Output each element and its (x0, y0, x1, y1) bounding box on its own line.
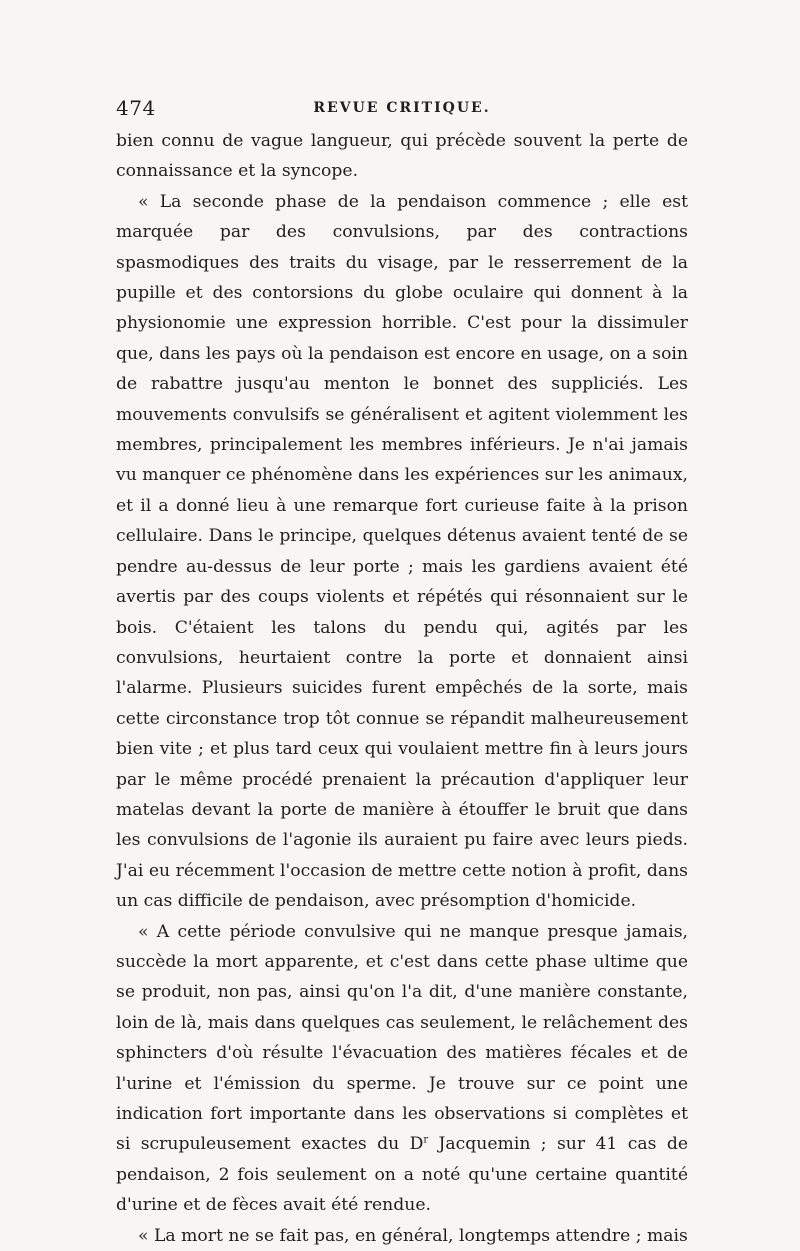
doctor-abbrev-sup: r (423, 1134, 429, 1146)
page-number: 474 (116, 96, 156, 120)
paragraph-2: « La seconde phase de la pendaison commence ; elle est marquée par des convulsions, par des contractions spasmodiques des traits du visage, par le resserrement de la pupille et des contorsions du globe oculaire qui donnent à la physionomie une expression horrible. C'est pour la dissimuler que, dans les pays où la pendaison est encore en usage, on a soin de rabattre jusqu'au menton le bonnet des suppliciés. Les mouvements convulsifs se généralisent et agitent violemment les membres, principalement les membres inférieurs. Je n'ai jamais vu manquer ce phénomène dans les expériences sur les animaux, et il a donné lieu à une remarque fort curieuse faite à la prison cellulaire. Dans le principe, quelques détenus avaient tenté de se pendre au-dessus de leur porte ; mais les gardiens avaient été avertis par des coups violents et répétés qui résonnaient sur le bois. C'étaient les talons du pendu qui, agités par les convulsions, heurtaient contre la porte et donnaient ainsi l'alarme. Plusieurs suicides furent empêchés de la sorte, mais cette circonstance trop tôt connue se répandit malheureusement bien vite ; et plus tard ceux qui voulaient mettre fin à leurs jours par le même procédé prenaient la précaution d'appliquer leur matelas devant la porte de manière à étouffer le bruit que dans les convulsions de l'agonie ils auraient pu faire avec leurs pieds. J'ai eu récemment l'occasion de mettre cette notion à profit, dans un cas difficile de pendaison, avec présomption d'homicide. (116, 191, 688, 912)
book-page (116, 92, 688, 1251)
running-title: REVUE CRITIQUE. (313, 100, 491, 116)
page-header (116, 92, 688, 126)
paragraph-3 (116, 917, 688, 1221)
paragraph-1: bien connu de vague langueur, qui précède souvent la perte de connaissance et la syncope. (116, 131, 688, 182)
paragraph-3-text: « A cette période convulsive qui ne manque presque jamais, succède la mort apparente, et c'est dans cette phase ultime que se produit, non pas, ainsi qu'on l'a dit, d'une manière constante, loin de là, mais dans quelques cas seulement, le relâchement des sphincters d'où résulte l'évacuation des matières fécales et de l'urine et l'émission du sperme. Je trouve sur ce point une indication fort importante dans les observations si complètes et si scrupuleusement exactes du D (116, 921, 688, 1155)
paragraph-3-tail: Jacquemin ; sur 41 cas de pendaison, 2 fois seulement on a noté qu'une certaine quantité d'urine et de fèces avait été rendue. (116, 1134, 688, 1216)
page-body (116, 126, 688, 1251)
paragraph-4: « La mort ne se fait pas, en général, longtemps attendre ; mais (138, 1225, 688, 1246)
